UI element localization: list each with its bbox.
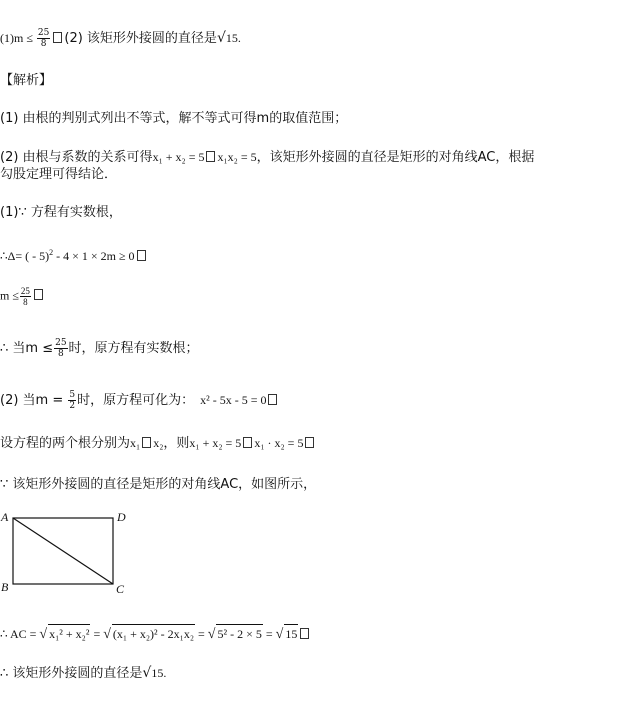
final-line: [0, 664, 166, 683]
sol2-frac-den: 2: [69, 401, 76, 411]
analysis-2-math2: x₁x₂ = 5: [217, 150, 257, 164]
therefore-fraction: [54, 338, 67, 359]
analysis-1: (1) 由根的判别式列出不等式，解不等式可得m的取值范围；: [0, 111, 348, 126]
delta-line: [0, 244, 148, 265]
placeholder-box: [305, 437, 314, 448]
roots-eq2: x₁ · x₂ = 5: [254, 436, 304, 450]
answer-sqrt-val: 15.: [225, 31, 241, 45]
analysis-2b: ，该矩形外接圆的直径是矩形的对角线AC，根据: [256, 150, 535, 165]
label-d: D: [117, 510, 126, 524]
delta-sup: 2: [49, 248, 54, 257]
answer-part2: (2) 该矩形外接圆的直径是: [64, 31, 217, 46]
rectangle-figure: [0, 508, 140, 600]
ac-expr4: 15: [284, 624, 298, 643]
placeholder-box: [268, 394, 277, 405]
sqrt-icon: √: [103, 627, 111, 642]
placeholder-box: [34, 289, 43, 300]
analysis-2c: 勾股定理可得结论．: [0, 167, 118, 182]
roots-x2: x₂: [153, 436, 164, 450]
roots-prefix: 设方程的两个根分别为: [0, 436, 131, 451]
therefore-suffix: 时，原方程有实数根；: [68, 341, 199, 356]
ac-line: ∴ AC = √ x₁² + x₂² = √ (x₁ + x₂)² - 2x₁x₂ = √ 5² - 2 × 5 = √ 15: [0, 624, 311, 644]
m-frac-den: 8: [23, 297, 28, 307]
roots-x1: x₁: [130, 436, 141, 450]
because-line: ∵ 该矩形外接圆的直径是矩形的对角线AC，如图所示，: [0, 477, 317, 492]
delta-prefix: ∴Δ= ( - 5): [0, 249, 50, 263]
answer-line: [0, 28, 241, 49]
label-c: C: [116, 582, 125, 596]
placeholder-box: [53, 32, 62, 43]
placeholder-box: [142, 437, 151, 448]
therefore-frac-num: 25: [55, 338, 67, 348]
placeholder-box: [300, 628, 309, 639]
sqrt-icon: √: [142, 665, 152, 681]
therefore-frac-den: 8: [57, 349, 64, 359]
roots-line: [0, 434, 316, 453]
m-range-fraction: [20, 286, 31, 307]
therefore-line: [0, 338, 199, 359]
sol2-fraction: [68, 390, 76, 411]
m-range-line: [0, 286, 45, 307]
answer-frac-den: 8: [40, 39, 47, 49]
diagonal-ac: [13, 518, 113, 584]
sqrt-icon: √: [216, 30, 226, 46]
sol2-frac-num: 5: [69, 390, 76, 400]
placeholder-box: [206, 151, 215, 162]
sqrt-icon: √: [207, 627, 216, 642]
final-prefix: ∴ 该矩形外接圆的直径是: [0, 666, 143, 681]
ac-expr3: 5² - 2 × 5: [216, 624, 262, 643]
placeholder-box: [243, 437, 252, 448]
roots-eq1: x₁ + x₂ = 5: [189, 436, 242, 450]
placeholder-box: [137, 250, 146, 261]
answer-frac-num: 25: [37, 28, 50, 38]
solution-1: (1)∵ 方程有实数根，: [0, 205, 122, 220]
m-range-prefix: m ≤: [0, 288, 19, 303]
label-b: B: [1, 580, 9, 594]
label-a: A: [1, 510, 9, 524]
ac-expr2: (x₁ + x₂)² - 2x₁x₂: [112, 624, 195, 643]
sol2-mid: 时，原方程可化为：: [77, 393, 195, 408]
sol2-prefix: (2) 当m =: [0, 393, 68, 408]
answer-fraction: [37, 28, 50, 49]
sol2-eq: x² - 5x - 5 = 0: [200, 393, 267, 407]
therefore-prefix: ∴ 当m ≤: [0, 341, 54, 356]
sqrt-icon: √: [275, 627, 284, 642]
roots-mid: ，则: [163, 436, 190, 451]
analysis-2-math1: x₁ + x₂ = 5: [152, 150, 205, 164]
delta-rest: - 4 × 1 × 2m ≥ 0: [53, 249, 135, 263]
solution-2-line: [0, 390, 279, 411]
answer-part1-prefix: (1)m ≤: [0, 31, 36, 45]
analysis-2a: (2) 由根与系数的关系可得: [0, 150, 153, 165]
final-sqrt: 15.: [151, 666, 167, 680]
ac-expr1: x₁² + x₂²: [48, 624, 90, 643]
analysis-heading: 【解析】: [0, 73, 53, 88]
sqrt-icon: √: [39, 627, 48, 642]
analysis-2: [0, 148, 534, 167]
m-frac-num: 25: [20, 286, 30, 296]
ac-prefix: ∴ AC =: [0, 627, 40, 641]
